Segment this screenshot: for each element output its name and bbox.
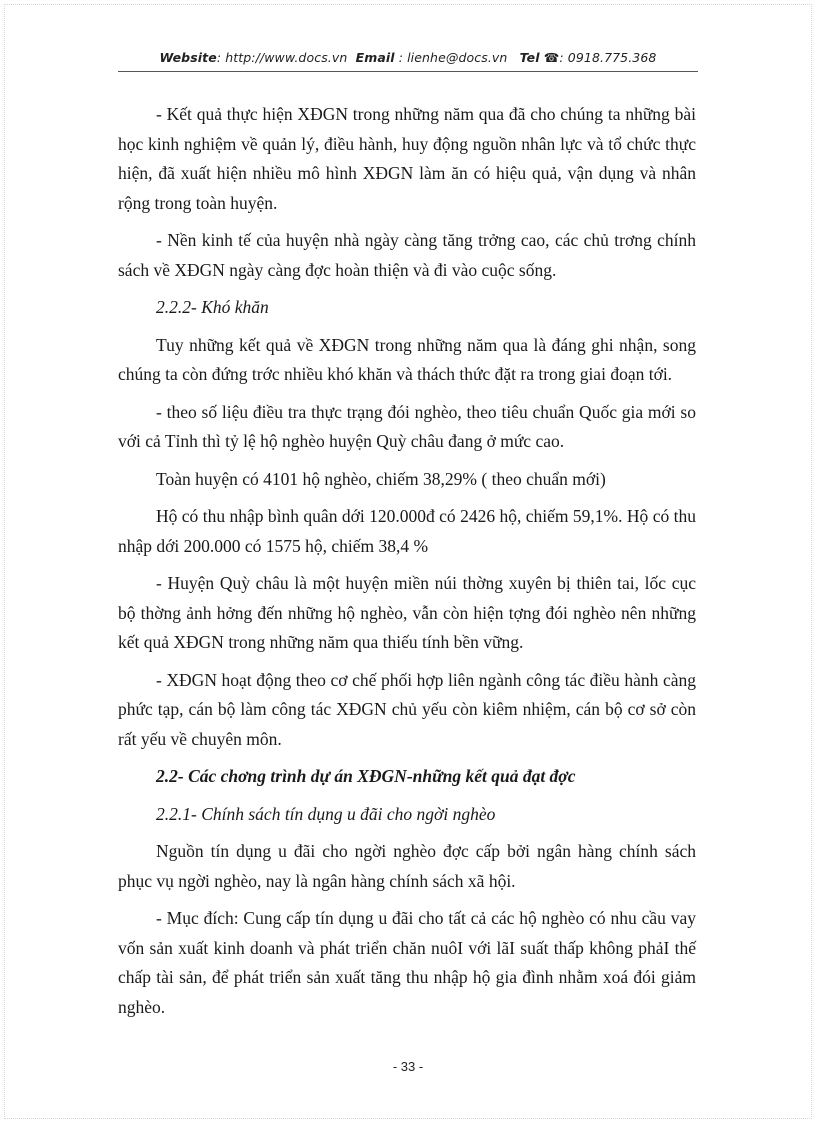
paragraph-7: - Huyện Quỳ châu là một huyện miền núi thờng xuyên bị thiên tai, lốc cục bộ thờng ảnh hởng đến những hộ nghèo, vẫn còn hiện tợng đói nghèo nên những kết quả XĐGN trong những năm qua thiếu tính bền vững. bbox=[118, 573, 696, 652]
tel-label: Tel bbox=[519, 50, 540, 65]
phone-icon: ☎ bbox=[543, 50, 560, 65]
document-body bbox=[118, 100, 696, 1030]
website-label: Website bbox=[159, 50, 217, 65]
paragraph-8: - XĐGN hoạt động theo cơ chế phối hợp liên ngành công tác điều hành càng phức tạp, cán bộ làm công tác XĐGN chủ yếu còn kiêm nhiệm, cán bộ cơ sở còn rất yếu về chuyên môn. bbox=[118, 669, 696, 749]
email-label: Email bbox=[355, 50, 395, 65]
page-number: - 33 - bbox=[392, 1059, 424, 1074]
paragraph-6: Hộ có thu nhập bình quân dới 120.000đ có 2426 hộ, chiếm 59,1%. Hộ có thu nhập dới 200.000 có 1575 hộ, chiếm 38,4 % bbox=[118, 506, 696, 556]
header-rule bbox=[118, 71, 698, 72]
section-heading-2-2-1: 2.2.1- Chính sách tín dụng u đãi cho ngời nghèo bbox=[156, 803, 496, 824]
email-value[interactable]: : lienhe@docs.vn bbox=[398, 50, 508, 65]
section-heading-2-2-2: 2.2.2- Khó khăn bbox=[156, 297, 269, 317]
paragraph-10: - Mục đích: Cung cấp tín dụng u đãi cho tất cả các hộ nghèo có nhu cầu vay vốn sản xuất kinh doanh và phát triển chăn nuôI với lãI suất thấp không phảI thế chấp tài sản, để phát triển sản xuất tăng thu nhập hộ gia đình nhằm xoá đói giảm nghèo. bbox=[118, 908, 696, 1017]
website-value[interactable]: : http://www.docs.vn bbox=[216, 50, 348, 65]
section-heading-2-2: 2.2- Các chơng trình dự án XĐGN-những kết quả đạt đợc bbox=[156, 766, 576, 786]
page-header bbox=[118, 50, 698, 65]
paragraph-1: - Kết quả thực hiện XĐGN trong những năm qua đã cho chúng ta những bài học kinh nghiệm về quản lý, điều hành, huy động nguồn nhân lực và tổ chức thực hiện, đã xuất hiện nhiều mô hình XĐGN làm ăn có hiệu quả, vận dụng và nhân rộng trong toàn huyện. bbox=[118, 104, 696, 213]
paragraph-4: - theo số liệu điều tra thực trạng đói nghèo, theo tiêu chuẩn Quốc gia mới so với cả Tỉnh thì tỷ lệ hộ nghèo huyện Quỳ châu đang ở mức cao. bbox=[118, 401, 696, 451]
paragraph-3: Tuy những kết quả về XĐGN trong những năm qua là đáng ghi nhận, song chúng ta còn đứng trớc nhiều khó khăn và thách thức đặt ra trong giai đoạn tới. bbox=[118, 334, 696, 384]
paragraph-2: - Nền kinh tế của huyện nhà ngày càng tăng trởng cao, các chủ trơng chính sách về XĐGN ngày càng đợc hoàn thiện và đi vào cuộc sống. bbox=[118, 230, 696, 280]
paragraph-5: Toàn huyện có 4101 hộ nghèo, chiếm 38,29% ( theo chuẩn mới) bbox=[156, 468, 606, 489]
tel-value: : 0918.775.368 bbox=[559, 50, 657, 65]
paragraph-9: Nguồn tín dụng u đãi cho ngời nghèo đợc cấp bởi ngân hàng chính sách phục vụ ngời nghèo, nay là ngân hàng chính sách xã hội. bbox=[118, 841, 696, 891]
